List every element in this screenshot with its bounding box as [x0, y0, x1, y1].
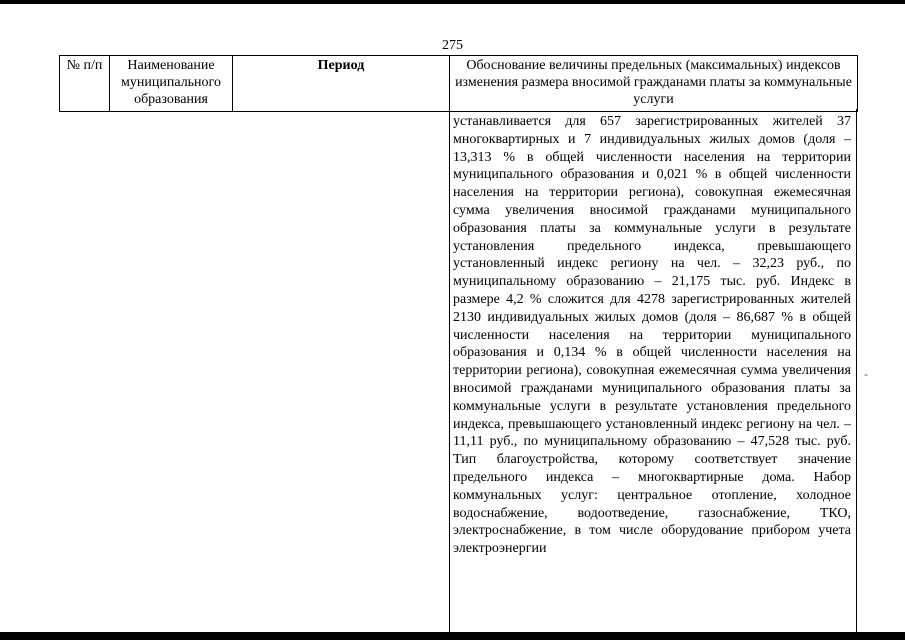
column-divider-left: [449, 109, 450, 632]
page-number: 275: [442, 38, 463, 53]
header-cell-num: № п/п: [60, 56, 110, 112]
header-row: [60, 56, 858, 112]
column-divider-right: [856, 109, 857, 632]
header-table: [59, 55, 858, 112]
header-cell-justification: Обоснование величины предельных (максимальных) индексов изменения размера вносимой гражданами платы за коммунальные услуги: [450, 56, 858, 112]
header-cell-period: Период: [233, 56, 450, 112]
justification-text: устанавливается для 657 зарегистрированных жителей 37 многоквартирных и 7 индивидуальных жилых домов (доля – 13,313 % в общей численности населения на территории муниципального образования и 0,021 % в общей численности населения на территории региона), совокупная ежемесячная сумма увеличения вносимой гражданами муниципального образования платы за коммунальные услуги в результате установления предельного индекса, превышающего установленный индекс региону на чел. – 32,23 руб., по муниципальному образованию – 21,175 тыс. руб. Индекс в размере 4,2 % сложится для 4278 зарегистрированных жителей 2130 индивидуальных жилых домов (доля – 86,687 % в общей численности населения на территории муниципального образования и 0,134 % в общей численности населения на территории региона), совокупная ежемесячная сумма увеличения вносимой гражданами муниципального образования платы за коммунальные услуги в результате установления предельного индекса, превышающего установленный индекс региону на чел. – 11,11 руб., по муниципальному образованию – 47,528 тыс. руб. Тип благоустройства, которому соответствует значение предельного индекса – многоквартирные дома. Набор коммунальных услуг: центральное отопление, холодное водоснабжение, водоотведение, газоснабжение, ТКО, электроснабжение, в том числе оборудование прибором учета электроэнергии: [453, 114, 851, 557]
scan-bottom-border: [0, 632, 905, 640]
scan-top-border: [0, 0, 905, 4]
header-cell-name: Наименование муниципального образования: [110, 56, 233, 112]
margin-mark: -: [864, 367, 868, 381]
